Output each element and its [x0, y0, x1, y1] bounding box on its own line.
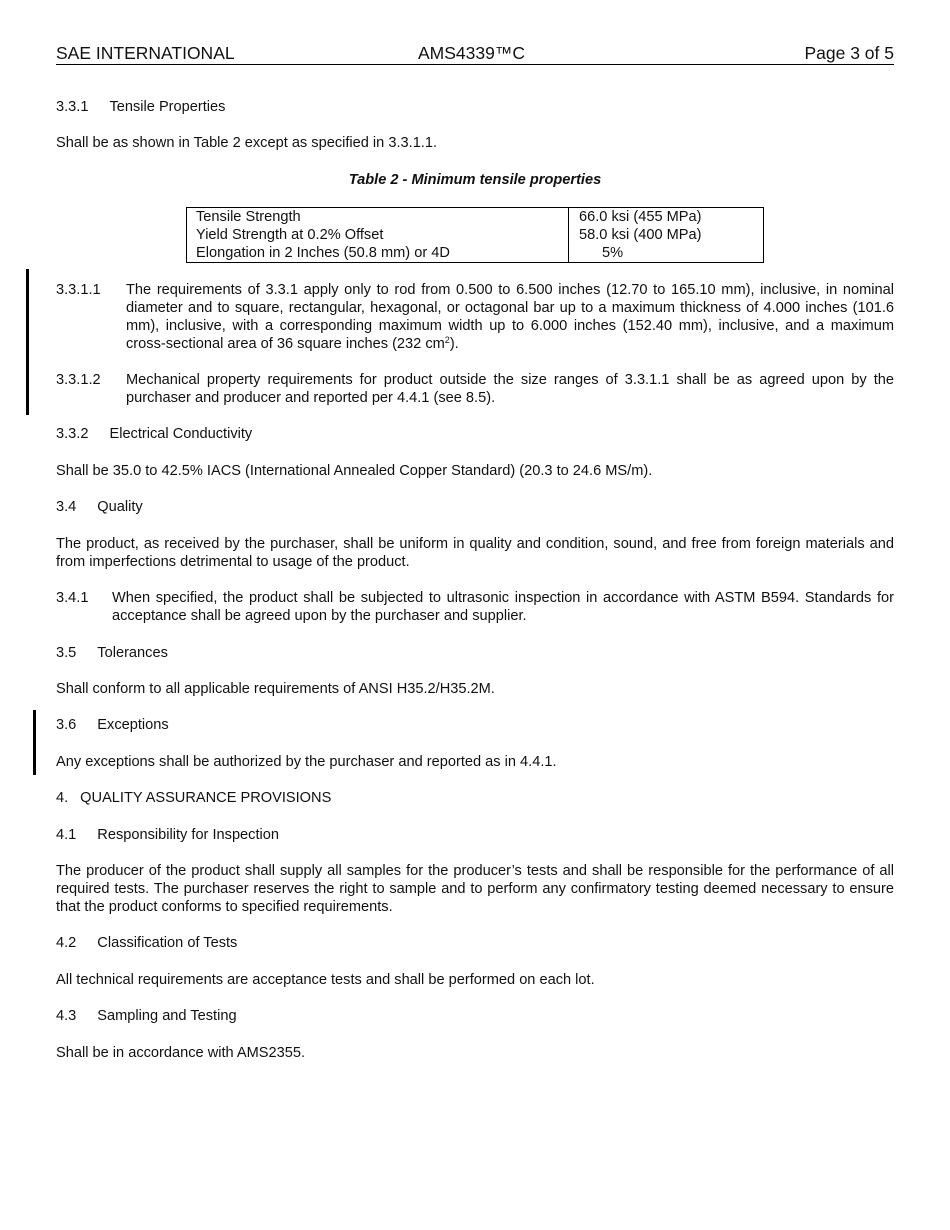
table-cell-value: 5%: [602, 245, 624, 261]
header-organization: SAE INTERNATIONAL: [56, 43, 235, 63]
section-text: When specified, the product shall be subjected to ultrasonic inspection in accordance with ASTM B594. Standards for acceptance shall be agreed upon by the purchaser and supplier.: [112, 590, 894, 624]
section-title: Sampling and Testing: [97, 1008, 237, 1024]
section-title: Exceptions: [97, 717, 169, 733]
section-4-3-heading: [56, 1007, 894, 1025]
section-number: 4.3: [56, 1008, 77, 1024]
section-4-2-text: All technical requirements are acceptance tests and shall be performed on each lot.: [56, 972, 595, 988]
section-title: Electrical Conductivity: [109, 426, 253, 442]
section-3-6-heading: [56, 716, 894, 734]
section-3-3-2-text: Shall be 35.0 to 42.5% IACS (International Annealed Copper Standard) (20.3 to 24.6 MS/m).: [56, 463, 653, 479]
header-document-id: AMS4339™C: [418, 43, 525, 63]
section-title: Quality: [97, 499, 143, 515]
section-3-6-text: Any exceptions shall be authorized by the purchaser and reported as in 4.4.1.: [56, 754, 557, 770]
section-number: 4.: [56, 790, 69, 806]
section-title: Tensile Properties: [109, 99, 226, 115]
section-3-5-text: Shall conform to all applicable requirements of ANSI H35.2/H35.2M.: [56, 681, 495, 697]
section-4-2-heading: [56, 934, 894, 952]
revision-change-bar: [26, 269, 29, 415]
section-text: [126, 281, 894, 353]
table-cell-property: Elongation in 2 Inches (50.8 mm) or 4D: [187, 244, 569, 263]
section-number: 3.3.1.1: [56, 282, 101, 298]
section-3-5-heading: [56, 644, 894, 662]
header-page-number: Page 3 of 5: [804, 43, 894, 63]
section-number: 3.3.2: [56, 426, 89, 442]
section-4-1-heading: [56, 826, 894, 844]
section-4-heading: [56, 789, 894, 807]
table-cell-value: 58.0 ksi (400 MPa): [579, 227, 702, 243]
section-number: 4.1: [56, 827, 77, 843]
page-header: [56, 43, 894, 65]
section-number: 4.2: [56, 935, 77, 951]
section-3-3-2-heading: [56, 425, 894, 443]
table-row: [187, 208, 764, 227]
section-3-4-text: The product, as received by the purchaser, shall be uniform in quality and condition, sound, and free from foreign materials and from imperfections detrimental to usage of the product.: [56, 536, 894, 570]
section-number: 3.6: [56, 717, 77, 733]
revision-change-bar: [33, 710, 36, 775]
section-number: 3.4.1: [56, 590, 89, 606]
table-cell-value: 66.0 ksi (455 MPa): [579, 209, 702, 225]
section-3-4-1: [56, 589, 894, 625]
superscript: 2: [444, 335, 450, 345]
section-text: Mechanical property requirements for product outside the size ranges of 3.3.1.1 shall be as agreed upon by the purchaser and producer and reported per 4.4.1 (see 8.5).: [126, 372, 894, 406]
table-cell-property: Yield Strength at 0.2% Offset: [187, 226, 569, 244]
section-title: Responsibility for Inspection: [97, 827, 279, 843]
section-3-3-1-1: [56, 281, 894, 353]
table-row: [187, 244, 764, 263]
section-3-3-1-heading: [56, 98, 894, 116]
table-row: [187, 226, 764, 244]
section-number: 3.4: [56, 499, 77, 515]
section-3-3-1-text: Shall be as shown in Table 2 except as specified in 3.3.1.1.: [56, 135, 438, 151]
section-text-end: ).: [449, 336, 459, 352]
tensile-properties-table: [186, 207, 764, 263]
table-2-caption: Table 2 - Minimum tensile properties: [348, 172, 602, 188]
section-title: Classification of Tests: [97, 935, 238, 951]
section-4-3-text: Shall be in accordance with AMS2355.: [56, 1045, 306, 1061]
section-text-main: The requirements of 3.3.1 apply only to rod from 0.500 to 6.500 inches (12.70 to 165.10 mm), inclusive, in nominal diameter and to square, rectangular, hexagonal, or octagonal bar up to a maximum thickness of 4.000 inches (101.6 mm), inclusive, with a corresponding maximum width up to 6.000 inches (152.40 mm), inclusive, and a maximum cross-sectional area of 36 square inches (232 cm: [126, 282, 894, 352]
section-number: 3.5: [56, 645, 77, 661]
section-4-1-text: The producer of the product shall supply all samples for the producer’s tests and shall be responsible for the performance of all required tests. The purchaser reserves the right to sample and to perform any confirmatory testing deemed necessary to ensure that the product conforms to specified requirements.: [56, 863, 894, 915]
section-number: 3.3.1: [56, 99, 89, 115]
table-cell-property: Tensile Strength: [187, 208, 569, 227]
section-number: 3.3.1.2: [56, 372, 101, 388]
section-3-4-heading: [56, 498, 894, 516]
section-title: Tolerances: [97, 645, 168, 661]
section-title: QUALITY ASSURANCE PROVISIONS: [80, 790, 332, 806]
section-3-3-1-2: [56, 371, 894, 407]
